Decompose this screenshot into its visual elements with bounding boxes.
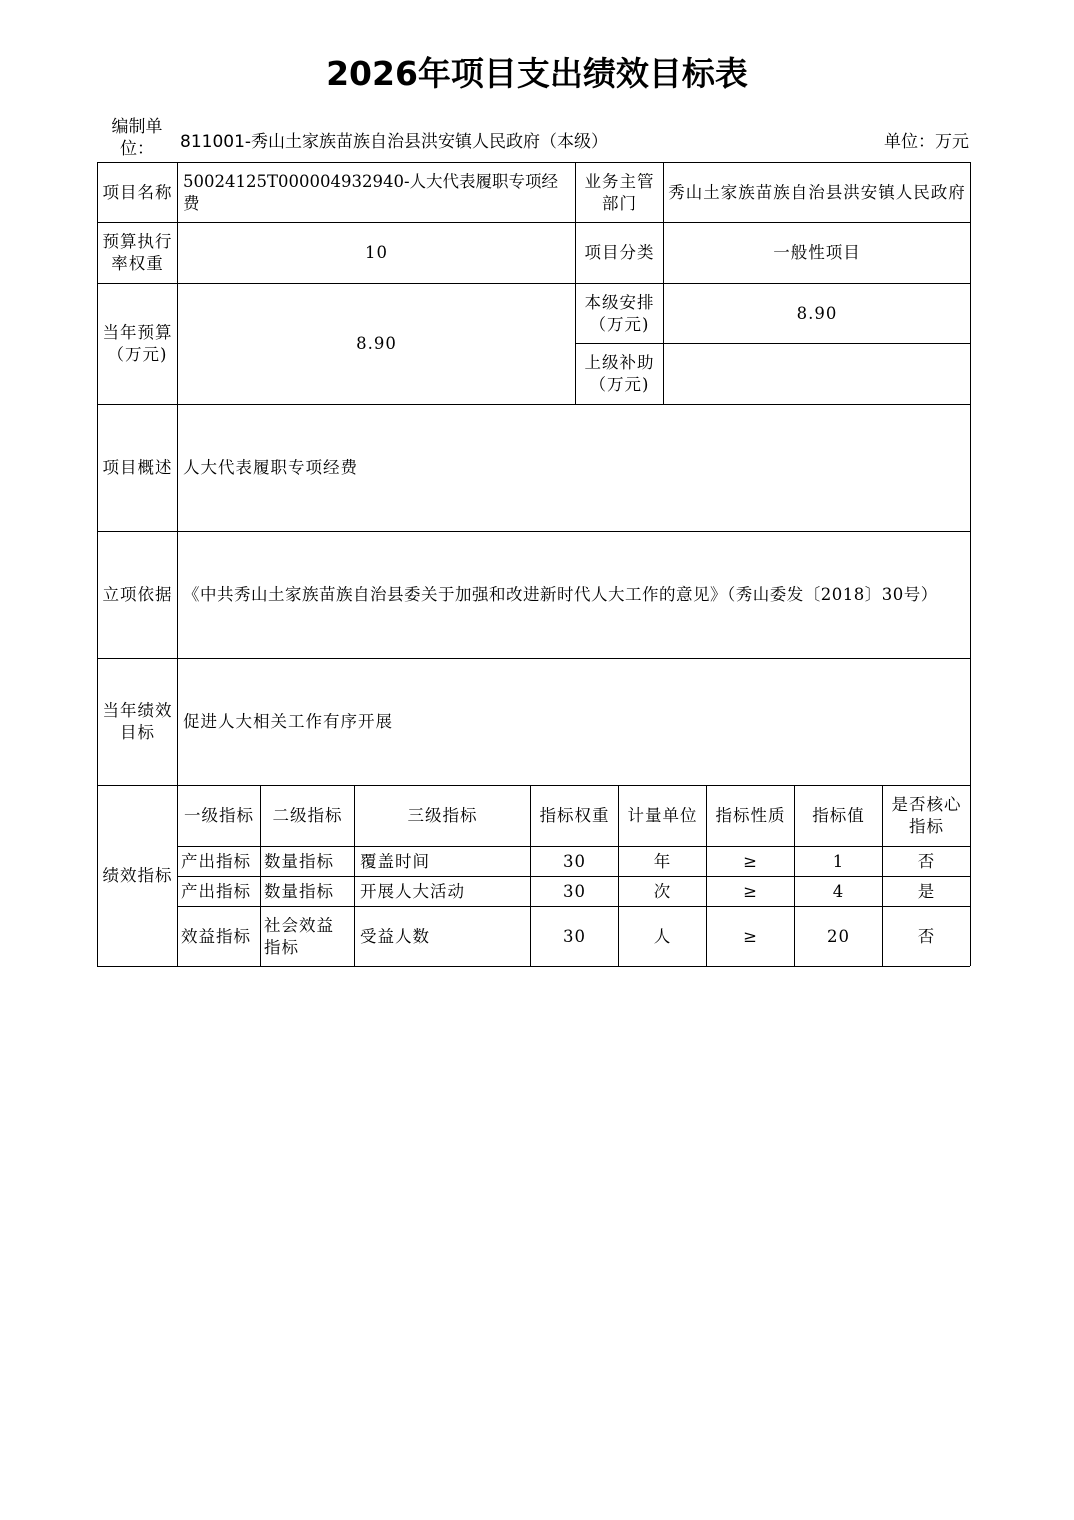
- category-value: 一般性项目: [773, 243, 861, 262]
- table-border: [97, 966, 970, 967]
- dept-value: 秀山土家族苗族自治县洪安镇人民政府: [668, 182, 966, 202]
- upper-label: 上级补助（万元): [584, 353, 655, 394]
- weight-label: 预算执行率权重: [102, 232, 173, 273]
- table-row-core: 是: [917, 881, 936, 901]
- table-row-value: 4: [832, 881, 845, 901]
- unit-label: 编制单位：: [111, 117, 163, 159]
- table-row-level2: 社会效益指标: [264, 915, 334, 957]
- table-row-nature: ≥: [743, 926, 758, 946]
- goal-label: 当年绩效目标: [102, 701, 173, 742]
- indicator-header: 指标性质: [715, 806, 786, 825]
- table-row-core: 否: [917, 926, 936, 946]
- table-row-weight: 30: [563, 851, 586, 871]
- table-row-weight: 30: [563, 881, 586, 901]
- indicator-header: 是否核心指标: [891, 795, 962, 836]
- project-name-value: 50024125T000004932940-人大代表履职专项经费: [183, 171, 559, 213]
- indicator-header: 计量单位: [627, 806, 698, 825]
- table-row-value: 20: [827, 926, 850, 946]
- project-name-label: 项目名称: [102, 182, 173, 202]
- overview-label: 项目概述: [102, 458, 173, 477]
- indicator-header: 指标值: [812, 806, 865, 825]
- table-row-level2: 数量指标: [264, 881, 334, 901]
- page-title: 2026年项目支出绩效目标表: [326, 54, 748, 93]
- table-row-level3: 受益人数: [360, 926, 430, 946]
- local-value: 8.90: [796, 303, 838, 323]
- indicator-header: 三级指标: [407, 806, 478, 825]
- indicator-header: 指标权重: [539, 806, 610, 825]
- table-row-level1: 效益指标: [181, 926, 251, 946]
- table-row-level3: 覆盖时间: [360, 851, 430, 871]
- table-row-core: 否: [917, 851, 936, 871]
- category-label: 项目分类: [584, 243, 655, 262]
- table-row-nature: ≥: [743, 881, 758, 901]
- goal-value: 促进人大相关工作有序开展: [183, 712, 393, 731]
- table-border: [970, 162, 971, 966]
- table-row-weight: 30: [563, 926, 586, 946]
- unit-value: 811001-秀山土家族苗族自治县洪安镇人民政府（本级）: [180, 132, 609, 152]
- table-row-level2: 数量指标: [264, 851, 334, 871]
- table-row-level1: 产出指标: [181, 881, 251, 901]
- overview-value: 人大代表履职专项经费: [183, 458, 358, 477]
- table-row-nature: ≥: [743, 851, 758, 871]
- table-row-level3: 开展人大活动: [360, 881, 465, 901]
- basis-label: 立项依据: [102, 585, 173, 604]
- budget-value: 8.90: [356, 334, 397, 353]
- table-row-unit: 人: [653, 926, 672, 946]
- currency-label: 单位：万元: [884, 132, 969, 152]
- table-row-unit: 次: [653, 881, 672, 901]
- indicator-header: 二级指标: [272, 806, 343, 825]
- table-row-unit: 年: [653, 851, 672, 871]
- table-row-level1: 产出指标: [181, 851, 251, 871]
- indicator-header: 一级指标: [184, 806, 254, 825]
- basis-value: 《中共秀山土家族苗族自治县委关于加强和改进新时代人大工作的意见》（秀山委发〔2018〕30号）: [183, 585, 938, 604]
- table-row-value: 1: [832, 851, 845, 871]
- budget-label: 当年预算（万元): [102, 323, 173, 364]
- upper-value: [664, 344, 970, 404]
- dept-label: 业务主管部门: [584, 171, 655, 213]
- weight-value: 10: [365, 243, 388, 262]
- indicators-label: 绩效指标: [102, 866, 173, 885]
- local-label: 本级安排（万元): [584, 292, 655, 334]
